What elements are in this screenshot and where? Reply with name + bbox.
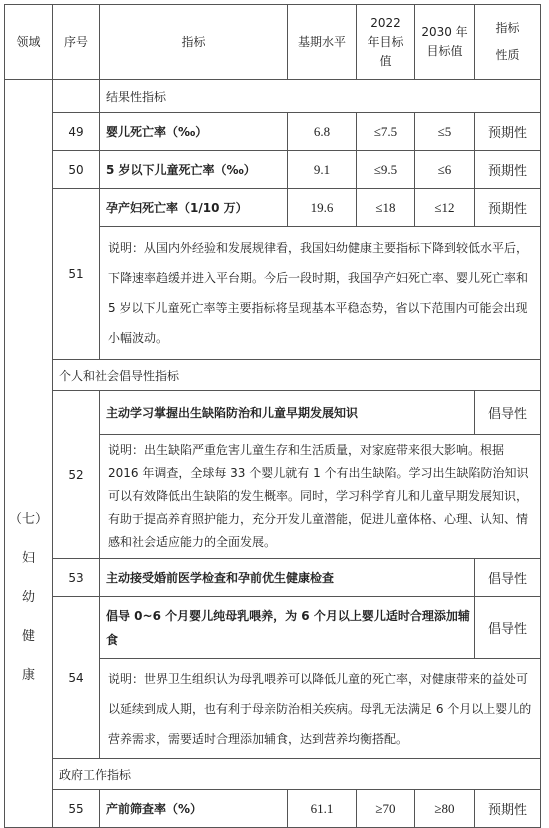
row-indicator: 产前筛查率（%） — [100, 790, 288, 828]
row-note: 说明：世界卫生组织认为母乳喂养可以降低儿童的死亡率，对健康带来的益处可以延续到成人期，也有利于母亲防治相关疾病。母乳无法满足 6 个月以上婴儿的营养需求，需要适时合理添加辅食，达到营养均衡搭配。 — [100, 659, 541, 759]
row-target-2030: ≥80 — [415, 790, 475, 828]
section-row-government — [5, 759, 541, 790]
header-target-2030-line2: 目标值 — [426, 44, 463, 58]
row-nature: 预期性 — [475, 790, 541, 828]
row-nature: 预期性 — [475, 113, 541, 151]
table-row — [5, 391, 541, 435]
header-base: 基期水平 — [288, 5, 357, 80]
domain-char: 幼 — [21, 590, 35, 605]
row-note: 说明：出生缺陷严重危害儿童生存和生活质量，对家庭带来很大影响。根据 2016 年调查，全球每 33 个婴儿就有 1 个有出生缺陷。学习出生缺陷防治知识可以有效降低出生缺陷的发生概率。同时，学习科学育儿和儿童早期发展知识，有助于提高养育照护能力，充分开发儿童潜能，促进儿童体格、心理、认知、情感和社会适应能力的全面发展。 — [100, 435, 541, 559]
header-nature-line1: 指标 — [495, 21, 520, 35]
row-nature: 倡导性 — [475, 391, 541, 435]
header-target-2022 — [357, 5, 415, 80]
header-domain: 领域 — [5, 5, 53, 80]
section-title: 个人和社会倡导性指标 — [53, 360, 541, 391]
row-indicator: 主动学习掌握出生缺陷防治和儿童早期发展知识 — [100, 391, 475, 435]
row-target-2030: ≤5 — [415, 113, 475, 151]
table-row — [5, 597, 541, 659]
header-target-2030 — [415, 5, 475, 80]
row-indicator: 主动接受婚前医学检查和孕前优生健康检查 — [100, 559, 475, 597]
row-target-2022: ≥70 — [357, 790, 415, 828]
header-no: 序号 — [53, 5, 100, 80]
domain-label — [5, 80, 52, 695]
domain-char: 康 — [21, 668, 35, 683]
table-row — [5, 559, 541, 597]
section-row-result — [5, 80, 541, 113]
header-target-2030-line1: 2030 年 — [421, 25, 468, 39]
row-no: 54 — [53, 597, 100, 759]
row-no: 51 — [53, 189, 100, 360]
row-indicator: 5 岁以下儿童死亡率（‰） — [100, 151, 288, 189]
table-row — [5, 189, 541, 227]
table-row — [5, 113, 541, 151]
row-base: 19.6 — [288, 189, 357, 227]
section-row-advocacy — [5, 360, 541, 391]
row-target-2030: ≤12 — [415, 189, 475, 227]
row-no: 53 — [53, 559, 100, 597]
row-indicator: 孕产妇死亡率（1/10 万） — [100, 189, 288, 227]
header-target-2022-line1: 2022 — [370, 15, 401, 30]
row-base: 9.1 — [288, 151, 357, 189]
header-target-2022-line2: 年目标 — [367, 34, 404, 49]
domain-char: 健 — [21, 629, 35, 644]
row-nature: 倡导性 — [475, 559, 541, 597]
row-no: 50 — [53, 151, 100, 189]
header-nature-line2: 性质 — [495, 48, 520, 62]
row-no: 49 — [53, 113, 100, 151]
row-target-2022: ≤7.5 — [357, 113, 415, 151]
row-indicator: 倡导 0~6 个月婴儿纯母乳喂养，为 6 个月以上婴儿适时合理添加辅食 — [100, 597, 475, 659]
indicator-table — [4, 4, 541, 828]
row-base: 61.1 — [288, 790, 357, 828]
row-nature: 预期性 — [475, 189, 541, 227]
section-title: 政府工作指标 — [53, 759, 541, 790]
domain-char: 妇 — [21, 551, 35, 566]
header-indicator: 指标 — [100, 5, 288, 80]
row-nature: 倡导性 — [475, 597, 541, 659]
section-blank — [53, 80, 100, 113]
table-row — [5, 151, 541, 189]
row-nature: 预期性 — [475, 151, 541, 189]
row-target-2030: ≤6 — [415, 151, 475, 189]
header-row — [5, 5, 541, 80]
row-no: 52 — [53, 391, 100, 559]
row-no: 55 — [53, 790, 100, 828]
section-title: 结果性指标 — [100, 80, 541, 113]
header-nature — [475, 5, 541, 80]
row-base: 6.8 — [288, 113, 357, 151]
row-indicator: 婴儿死亡率（‰） — [100, 113, 288, 151]
header-target-2022-line3: 值 — [379, 53, 392, 68]
domain-char: （七） — [8, 512, 48, 527]
row-target-2022: ≤9.5 — [357, 151, 415, 189]
domain-cell — [5, 80, 53, 828]
row-target-2022: ≤18 — [357, 189, 415, 227]
row-note: 说明：从国内外经验和发展规律看，我国妇幼健康主要指标下降到较低水平后，下降速率趋缓并进入平台期。今后一段时期，我国孕产妇死亡率、婴儿死亡率和 5 岁以下儿童死亡率等主要指标将呈现基本平稳态势，省以下范围内可能会出现小幅波动。 — [100, 227, 541, 360]
